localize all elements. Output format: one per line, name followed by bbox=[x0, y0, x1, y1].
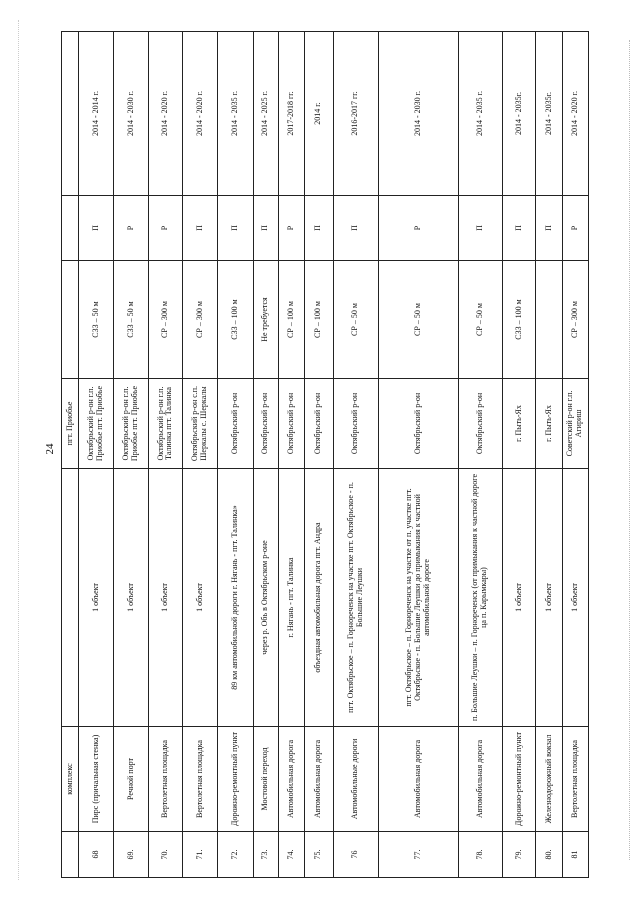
cell-stage: Р bbox=[378, 196, 458, 261]
table-body bbox=[79, 32, 589, 878]
table-row bbox=[253, 32, 278, 878]
cell-district: г. Пыть-Ях bbox=[503, 379, 536, 469]
cell-district: Октябрьский р-он bbox=[333, 379, 378, 469]
cell-district: Октябрьский р-он г.п. Приобье пгт. Приобье bbox=[114, 379, 148, 469]
cell-district: Октябрьский р-он bbox=[458, 379, 502, 469]
cell-desc: 1 объект bbox=[536, 469, 562, 727]
cell-name: Вертолетная площадка bbox=[148, 727, 182, 832]
cell-num: 74. bbox=[279, 832, 305, 878]
table-row bbox=[114, 32, 148, 878]
cell-desc: 1 объект bbox=[148, 469, 182, 727]
cell-zone: СР – 300 м bbox=[183, 261, 218, 379]
cell-stage: Р bbox=[114, 196, 148, 261]
cell-zone: СР – 300 м bbox=[148, 261, 182, 379]
cell-desc bbox=[62, 469, 79, 727]
cell-stage: П bbox=[79, 196, 114, 261]
table-row bbox=[79, 32, 114, 878]
cell-zone: Не требуется bbox=[253, 261, 278, 379]
cell-num: 72. bbox=[218, 832, 253, 878]
cell-district: Октябрьский р-он с.п. Шеркалы с. Шеркалы bbox=[183, 379, 218, 469]
table-row bbox=[148, 32, 182, 878]
cell-desc: 1 объект bbox=[562, 469, 588, 727]
cell-name: Дорожно-ремонтный пункт bbox=[218, 727, 253, 832]
table-row bbox=[503, 32, 536, 878]
table-row bbox=[333, 32, 378, 878]
cell-zone: СЗЗ – 50 м bbox=[79, 261, 114, 379]
cell-name: Автомобильная дорога bbox=[458, 727, 502, 832]
cell-district: Октябрьский р-он г.п. Талинка пгт. Талинка bbox=[148, 379, 182, 469]
cell-zone: СР – 300 м bbox=[562, 261, 588, 379]
cell-stage bbox=[62, 196, 79, 261]
cell-desc: через р. Обь в Октябрьском р-оне bbox=[253, 469, 278, 727]
cell-district: Октябрьский р-он г.п. Приобье пгт. Приобье bbox=[79, 379, 114, 469]
cell-district: г. Пыть-Ях bbox=[536, 379, 562, 469]
cell-num: 73. bbox=[253, 832, 278, 878]
cell-zone: СР – 50 м bbox=[378, 261, 458, 379]
cell-stage: П bbox=[253, 196, 278, 261]
table-row bbox=[562, 32, 588, 878]
cell-desc: 89 км автомобильной дороги г. Нягань - пгт. Талинка» bbox=[218, 469, 253, 727]
cell-num: 78. bbox=[458, 832, 502, 878]
cell-num: 71. bbox=[183, 832, 218, 878]
objects-table bbox=[61, 31, 589, 878]
cell-num bbox=[62, 832, 79, 878]
cell-num: 81 bbox=[562, 832, 588, 878]
cell-period: 2014 - 2035 г. bbox=[218, 32, 253, 196]
cell-name: Автомобильная дорога bbox=[279, 727, 305, 832]
cell-stage: П bbox=[536, 196, 562, 261]
table-row bbox=[218, 32, 253, 878]
cell-period: 2014 - 2020 г. bbox=[183, 32, 218, 196]
cell-zone: СР – 100 м bbox=[279, 261, 305, 379]
cell-stage: П bbox=[218, 196, 253, 261]
cell-desc: 1 объект bbox=[183, 469, 218, 727]
cell-stage: П bbox=[503, 196, 536, 261]
cell-stage: Р bbox=[148, 196, 182, 261]
cell-num: 76 bbox=[333, 832, 378, 878]
table-row bbox=[279, 32, 305, 878]
cell-name: Автомобильные дороги bbox=[333, 727, 378, 832]
scan-edge-dots bbox=[629, 40, 632, 860]
cell-name: Автомобильная дорога bbox=[305, 727, 333, 832]
cell-period: 2014 - 2035 г. bbox=[458, 32, 502, 196]
table-row-continuation bbox=[62, 32, 79, 878]
cell-period: 2014 - 2030 г. bbox=[378, 32, 458, 196]
cell-zone: СЗЗ – 50 м bbox=[114, 261, 148, 379]
cell-zone: СР – 50 м bbox=[458, 261, 502, 379]
cell-stage: П bbox=[458, 196, 502, 261]
cell-period: 2014 - 2035г. bbox=[536, 32, 562, 196]
cell-district: Октябрьский р-он bbox=[218, 379, 253, 469]
cell-num: 75. bbox=[305, 832, 333, 878]
cell-period: 2014 - 2014 г. bbox=[79, 32, 114, 196]
cell-name: Вертолетная площадка bbox=[183, 727, 218, 832]
cell-desc: 1 объект bbox=[79, 469, 114, 727]
cell-name: Речной порт bbox=[114, 727, 148, 832]
cell-num: 80. bbox=[536, 832, 562, 878]
cell-zone: СЗЗ – 100 м bbox=[218, 261, 253, 379]
table-row bbox=[183, 32, 218, 878]
cell-num: 68 bbox=[79, 832, 114, 878]
cell-desc: п. Большие Леушки – п. Горнореченск (от примыкания к частной дороге ца п. Карымкары) bbox=[458, 469, 502, 727]
cell-district: Октябрьский р-он bbox=[253, 379, 278, 469]
cell-stage: П bbox=[333, 196, 378, 261]
cell-district: Октябрьский р-он bbox=[279, 379, 305, 469]
cell-desc: пгт. Октябрьское – п. Горнореченск на участке пгт. Октябрьское - п. Большие Леушки bbox=[333, 469, 378, 727]
cell-period: 2014 - 2030 г. bbox=[114, 32, 148, 196]
cell-period: 2016-2017 гг. bbox=[333, 32, 378, 196]
page-number: 24 bbox=[44, 443, 56, 455]
cell-district: Советский р-он г.п. Агириш bbox=[562, 379, 588, 469]
cell-district: пгт. Приобье bbox=[62, 379, 79, 469]
cell-period: 2014 - 2035г. bbox=[503, 32, 536, 196]
cell-stage: Р bbox=[562, 196, 588, 261]
cell-name: Железнодорожный вокзал bbox=[536, 727, 562, 832]
cell-period: 2014 г. bbox=[305, 32, 333, 196]
cell-name: комплекс bbox=[62, 727, 79, 832]
cell-zone: СР – 100 м bbox=[305, 261, 333, 379]
cell-name: Вертолетная площадка bbox=[562, 727, 588, 832]
cell-district: Октябрьский р-он bbox=[378, 379, 458, 469]
cell-desc: пгт. Октябрьское – п. Горнореченск на участке от п. участке пгт. Октябрьское - п. Большие Леушки до примыкания к частной автомобильной дороге bbox=[378, 469, 458, 727]
cell-period: 2014 - 2025 г. bbox=[253, 32, 278, 196]
cell-desc: объездная автомобильная дорога пгт. Андра bbox=[305, 469, 333, 727]
cell-stage: Р bbox=[279, 196, 305, 261]
table-row bbox=[458, 32, 502, 878]
cell-period: 2014 - 2020 г. bbox=[562, 32, 588, 196]
cell-name: Пирс (причальная стенка) bbox=[79, 727, 114, 832]
cell-name: Мостовой переход bbox=[253, 727, 278, 832]
cell-zone bbox=[536, 261, 562, 379]
rotated-table-wrapper bbox=[61, 32, 589, 878]
table-row bbox=[305, 32, 333, 878]
cell-stage: П bbox=[183, 196, 218, 261]
table-row bbox=[536, 32, 562, 878]
table-row bbox=[378, 32, 458, 878]
cell-desc: 1 объект bbox=[114, 469, 148, 727]
cell-period: 2014 - 2020 г. bbox=[148, 32, 182, 196]
cell-desc: 1 объект bbox=[503, 469, 536, 727]
cell-num: 79. bbox=[503, 832, 536, 878]
cell-district: Октябрьский р-он bbox=[305, 379, 333, 469]
cell-period bbox=[62, 32, 79, 196]
cell-num: 69. bbox=[114, 832, 148, 878]
cell-zone bbox=[62, 261, 79, 379]
cell-name: Дорожно-ремонтный пункт bbox=[503, 727, 536, 832]
cell-zone: СР – 50 м bbox=[333, 261, 378, 379]
cell-num: 77. bbox=[378, 832, 458, 878]
cell-num: 70. bbox=[148, 832, 182, 878]
cell-stage: П bbox=[305, 196, 333, 261]
cell-name: Автомобильная дорога bbox=[378, 727, 458, 832]
cell-desc: г. Нягань - пгт. Талинка bbox=[279, 469, 305, 727]
cell-zone: СЗЗ – 100 м bbox=[503, 261, 536, 379]
scan-margin-marks bbox=[18, 20, 20, 880]
cell-period: 2017-2018 гг. bbox=[279, 32, 305, 196]
